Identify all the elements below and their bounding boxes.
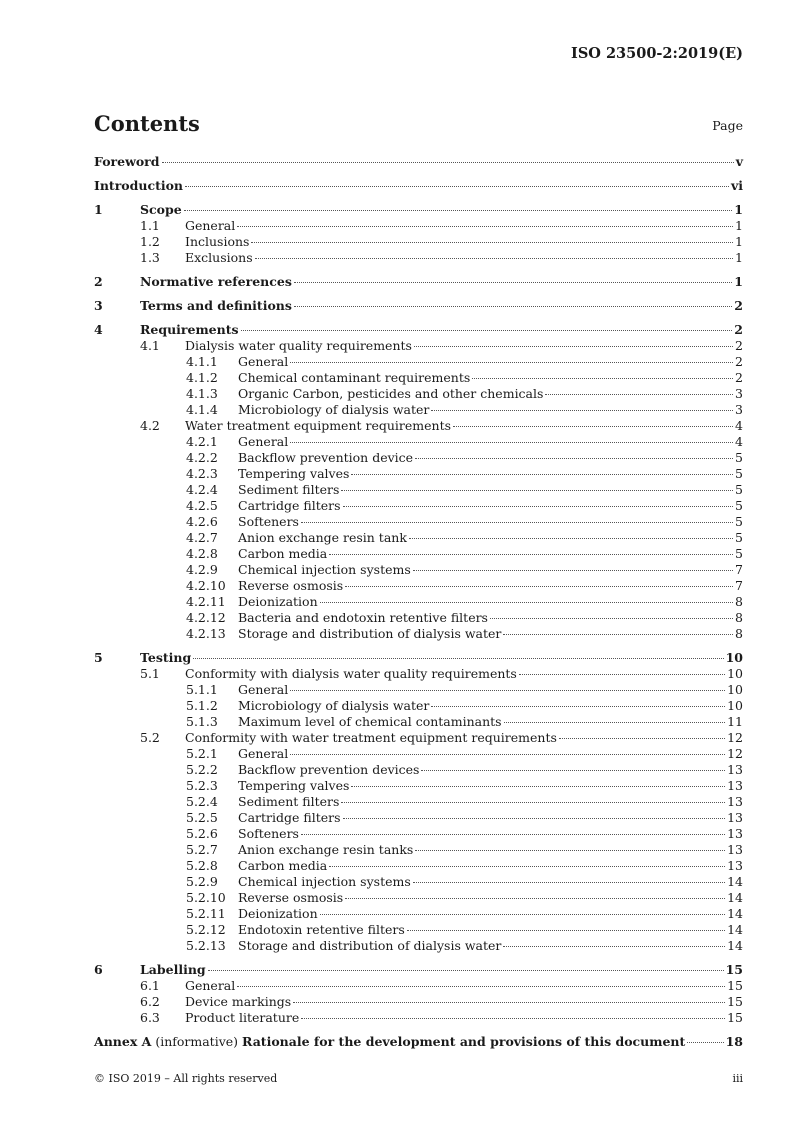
- toc-entry[interactable]: [94, 546, 743, 562]
- toc-entry[interactable]: [94, 698, 743, 714]
- toc-entry[interactable]: [94, 178, 743, 194]
- toc-entry-label: Exclusions: [185, 250, 253, 265]
- dot-leader: [184, 210, 733, 211]
- toc-entry-page: 8: [735, 626, 743, 641]
- toc-entry-number: 3: [94, 298, 103, 313]
- toc-entry-label: Carbon media: [238, 546, 328, 561]
- toc-entry-number: 4.1.3: [186, 386, 218, 401]
- dot-leader: [343, 818, 726, 819]
- toc-entry-number: 4.1.4: [186, 402, 218, 417]
- toc-entry-label: Microbiology of dialysis water: [238, 402, 430, 417]
- dot-leader: [503, 946, 725, 947]
- toc-entry-label: Deionization: [238, 906, 318, 921]
- toc-entry-page: 2: [735, 338, 743, 353]
- toc-entry[interactable]: [94, 154, 743, 170]
- contents-title: Contents: [94, 111, 200, 136]
- dot-leader: [415, 458, 733, 459]
- toc-entry-label: Deionization: [238, 594, 318, 609]
- toc-entry-number: 5.2.8: [186, 858, 218, 873]
- toc-entry[interactable]: [94, 514, 743, 530]
- toc-entry[interactable]: [94, 298, 743, 314]
- toc-entry-label: Anion exchange resin tank: [238, 530, 407, 545]
- toc-entry-number: 4.1.1: [186, 354, 218, 369]
- dot-leader: [290, 690, 725, 691]
- toc-entry-label: Labelling: [140, 962, 206, 977]
- toc-entry-label: Terms and definitions: [140, 298, 292, 313]
- toc-entry-label: Reverse osmosis: [238, 578, 344, 593]
- toc-entry-label: Endotoxin retentive filters: [238, 922, 405, 937]
- toc-entry-label: General: [238, 746, 289, 761]
- dot-leader: [559, 738, 725, 739]
- toc-entry-label: Backflow prevention device: [238, 450, 414, 465]
- toc-entry-page: 5: [735, 514, 743, 529]
- table-of-contents: [94, 154, 743, 1050]
- toc-entry[interactable]: [94, 386, 743, 402]
- toc-entry[interactable]: [94, 666, 743, 682]
- dot-leader: [413, 570, 733, 571]
- toc-entry-number: 5.2.9: [186, 874, 218, 889]
- toc-entry-label: General: [238, 354, 289, 369]
- toc-entry[interactable]: [94, 594, 743, 610]
- toc-entry-label: Conformity with water treatment equipment requirements: [185, 730, 557, 745]
- toc-entry[interactable]: [94, 402, 743, 418]
- toc-entry-number: 5.2.2: [186, 762, 218, 777]
- toc-entry[interactable]: [94, 842, 743, 858]
- toc-entry[interactable]: [94, 434, 743, 450]
- dot-leader: [503, 634, 733, 635]
- toc-entry[interactable]: [94, 778, 743, 794]
- toc-entry-number: 5.2.5: [186, 810, 218, 825]
- toc-entry[interactable]: [94, 650, 743, 666]
- toc-entry-number: 4.2.4: [186, 482, 218, 497]
- page-number: iii: [732, 1072, 743, 1085]
- toc-entry-label: Bacteria and endotoxin retentive filters: [238, 610, 488, 625]
- dot-leader: [431, 706, 725, 707]
- toc-entry-number: 4.2: [140, 418, 160, 433]
- toc-entry-number: 5.2.1: [186, 746, 218, 761]
- dot-leader: [687, 1042, 723, 1043]
- dot-leader: [185, 186, 729, 187]
- toc-entry-label: Sediment filters: [238, 794, 340, 809]
- toc-entry[interactable]: [94, 466, 743, 482]
- toc-entry-number: 5.1.3: [186, 714, 218, 729]
- dot-leader: [329, 866, 725, 867]
- toc-entry-label: Scope: [140, 202, 182, 217]
- toc-entry-number: 4.2.10: [186, 578, 226, 593]
- toc-entry-page: 2: [734, 322, 743, 337]
- dot-leader: [241, 330, 733, 331]
- toc-entry-label: General: [185, 218, 236, 233]
- dot-leader: [343, 506, 734, 507]
- page-column-label: Page: [712, 118, 743, 133]
- toc-entry-page: 1: [735, 250, 743, 265]
- toc-entry-label: [94, 1034, 685, 1050]
- dot-leader: [345, 586, 733, 587]
- toc-entry-number: 4.2.6: [186, 514, 218, 529]
- toc-entry-label: Softeners: [238, 826, 299, 841]
- toc-entry[interactable]: [94, 562, 743, 578]
- toc-entry-page: 14: [727, 890, 743, 905]
- toc-entry-page: 13: [727, 794, 743, 809]
- toc-entry-page: 13: [727, 762, 743, 777]
- toc-entry-label: Device markings: [185, 994, 292, 1009]
- toc-entry-page: 13: [727, 810, 743, 825]
- toc-entry[interactable]: [94, 826, 743, 842]
- dot-leader: [301, 834, 725, 835]
- toc-entry[interactable]: [94, 874, 743, 890]
- toc-entry-number: 1.3: [140, 250, 160, 265]
- annex-prefix: Annex A: [94, 1034, 152, 1049]
- dot-leader: [255, 258, 733, 259]
- dot-leader: [519, 674, 725, 675]
- dot-leader: [504, 722, 725, 723]
- toc-entry-number: 4.2.11: [186, 594, 226, 609]
- toc-entry-number: 4.2.1: [186, 434, 218, 449]
- toc-entry[interactable]: [94, 994, 743, 1010]
- dot-leader: [329, 554, 733, 555]
- toc-entry-label: Sediment filters: [238, 482, 340, 497]
- dot-leader: [290, 754, 725, 755]
- toc-entry-number: 6.3: [140, 1010, 160, 1025]
- toc-entry-page: 12: [727, 746, 743, 761]
- dot-leader: [345, 898, 725, 899]
- toc-entry[interactable]: [94, 450, 743, 466]
- dot-leader: [293, 1002, 725, 1003]
- annex-title: Rationale for the development and provisions of this document: [242, 1034, 686, 1049]
- toc-entry-label: Storage and distribution of dialysis water: [238, 938, 502, 953]
- toc-entry-page: 5: [735, 482, 743, 497]
- toc-entry-label: Maximum level of chemical contaminants: [238, 714, 502, 729]
- dot-leader: [341, 802, 725, 803]
- toc-entry[interactable]: [94, 730, 743, 746]
- toc-entry-label: Cartridge filters: [238, 498, 341, 513]
- toc-entry[interactable]: [94, 810, 743, 826]
- toc-entry-label: Chemical contaminant requirements: [238, 370, 471, 385]
- toc-entry-page: 1: [734, 274, 743, 289]
- toc-entry-label: Microbiology of dialysis water: [238, 698, 430, 713]
- dot-leader: [545, 394, 733, 395]
- dot-leader: [290, 442, 733, 443]
- toc-entry-page: 14: [727, 874, 743, 889]
- toc-entry-page: v: [735, 154, 743, 169]
- toc-entry-label: Tempering valves: [238, 778, 350, 793]
- dot-leader: [301, 1018, 725, 1019]
- dot-leader: [431, 410, 733, 411]
- dot-leader: [162, 162, 734, 163]
- toc-entry-number: 5.2.12: [186, 922, 226, 937]
- toc-entry-page: 15: [725, 962, 743, 977]
- toc-entry-number: 2: [94, 274, 103, 289]
- toc-entry-number: 5.2: [140, 730, 160, 745]
- toc-entry[interactable]: [94, 498, 743, 514]
- dot-leader: [237, 986, 725, 987]
- dot-leader: [409, 538, 733, 539]
- toc-entry-label: Cartridge filters: [238, 810, 341, 825]
- toc-entry-label: General: [238, 682, 289, 697]
- toc-entry-label: Requirements: [140, 322, 239, 337]
- toc-entry-number: 5.1: [140, 666, 160, 681]
- toc-entry-page: 3: [735, 386, 743, 401]
- toc-entry-page: 1: [734, 202, 743, 217]
- toc-entry-label: Dialysis water quality requirements: [185, 338, 412, 353]
- toc-entry-number: 5.2.6: [186, 826, 218, 841]
- toc-entry-number: 6.2: [140, 994, 160, 1009]
- toc-entry-label: Tempering valves: [238, 466, 350, 481]
- toc-entry-number: 4.2.9: [186, 562, 218, 577]
- toc-entry-number: 5.2.13: [186, 938, 226, 953]
- dot-leader: [320, 602, 733, 603]
- toc-entry-page: 5: [735, 450, 743, 465]
- toc-entry[interactable]: [94, 938, 743, 954]
- dot-leader: [413, 882, 725, 883]
- toc-entry-page: 10: [725, 650, 743, 665]
- toc-entry[interactable]: [94, 978, 743, 994]
- toc-entry-number: 4.2.2: [186, 450, 218, 465]
- toc-entry-page: 2: [734, 298, 743, 313]
- toc-entry-page: 2: [735, 370, 743, 385]
- toc-entry-number: 4.2.3: [186, 466, 218, 481]
- toc-entry-page: 14: [727, 906, 743, 921]
- toc-entry[interactable]: [94, 906, 743, 922]
- toc-entry[interactable]: [94, 418, 743, 434]
- dot-leader: [341, 490, 733, 491]
- toc-entry[interactable]: [94, 202, 743, 218]
- toc-entry-number: 4.1: [140, 338, 160, 353]
- toc-entry[interactable]: [94, 762, 743, 778]
- toc-entry-label: Reverse osmosis: [238, 890, 344, 905]
- toc-entry-page: 4: [735, 434, 743, 449]
- toc-entry-number: 4.2.12: [186, 610, 226, 625]
- toc-entry-number: 5.2.3: [186, 778, 218, 793]
- toc-entry[interactable]: [94, 578, 743, 594]
- toc-entry-label: Product literature: [185, 1010, 300, 1025]
- toc-entry-page: 14: [727, 922, 743, 937]
- toc-entry-page: 15: [727, 994, 743, 1009]
- toc-entry[interactable]: [94, 218, 743, 234]
- toc-entry-page: 11: [727, 714, 743, 729]
- toc-entry-label: Chemical injection systems: [238, 562, 411, 577]
- toc-entry-label: Conformity with dialysis water quality requirements: [185, 666, 517, 681]
- toc-entry-page: 13: [727, 826, 743, 841]
- toc-entry-page: 1: [735, 234, 743, 249]
- toc-entry-page: 5: [735, 546, 743, 561]
- dot-leader: [490, 618, 733, 619]
- toc-entry-page: 5: [735, 466, 743, 481]
- toc-entry-label: Anion exchange resin tanks: [238, 842, 414, 857]
- toc-entry[interactable]: [94, 746, 743, 762]
- toc-entry-page: 14: [727, 938, 743, 953]
- dot-leader: [290, 362, 733, 363]
- dot-leader: [407, 930, 725, 931]
- toc-entry-label: Carbon media: [238, 858, 328, 873]
- toc-entry-page: 1: [735, 218, 743, 233]
- toc-entry-page: 10: [727, 666, 743, 681]
- toc-entry[interactable]: [94, 1010, 743, 1026]
- toc-entry-page: 15: [727, 978, 743, 993]
- toc-entry-page: 13: [727, 778, 743, 793]
- toc-entry-number: 5.2.10: [186, 890, 226, 905]
- toc-entry-label: Organic Carbon, pesticides and other chemicals: [238, 386, 544, 401]
- toc-entry-page: 3: [735, 402, 743, 417]
- toc-entry-number: 1.1: [140, 218, 160, 233]
- dot-leader: [415, 850, 725, 851]
- toc-entry[interactable]: [94, 354, 743, 370]
- toc-entry[interactable]: [94, 714, 743, 730]
- toc-entry-number: 5.2.11: [186, 906, 226, 921]
- toc-entry-page: 5: [735, 498, 743, 513]
- toc-entry-label: Backflow prevention devices: [238, 762, 420, 777]
- toc-entry-label: Normative references: [140, 274, 292, 289]
- toc-entry[interactable]: [94, 858, 743, 874]
- dot-leader: [294, 282, 732, 283]
- toc-entry-label: General: [185, 978, 236, 993]
- toc-entry-number: 4.2.13: [186, 626, 226, 641]
- toc-entry-page: 18: [725, 1034, 743, 1049]
- toc-entry-label: Introduction: [94, 178, 184, 193]
- toc-entry[interactable]: [94, 322, 743, 338]
- dot-leader: [453, 426, 733, 427]
- toc-entry-number: 5.2.4: [186, 794, 218, 809]
- toc-entry[interactable]: [94, 962, 743, 978]
- toc-entry-label: Softeners: [238, 514, 299, 529]
- annex-kind: (informative): [151, 1034, 243, 1049]
- toc-entry[interactable]: [94, 794, 743, 810]
- dot-leader: [193, 658, 723, 659]
- dot-leader: [472, 378, 733, 379]
- toc-entry-page: 7: [735, 578, 743, 593]
- toc-entry-page: 10: [727, 698, 743, 713]
- dot-leader: [251, 242, 733, 243]
- copyright-notice: © ISO 2019 – All rights reserved: [94, 1072, 278, 1085]
- toc-entry-number: 5.1.2: [186, 698, 218, 713]
- toc-entry[interactable]: [94, 482, 743, 498]
- toc-entry-label: Foreword: [94, 154, 160, 169]
- toc-entry-number: 5: [94, 650, 103, 665]
- toc-entry-page: 12: [727, 730, 743, 745]
- toc-entry-number: 4.1.2: [186, 370, 218, 385]
- toc-entry[interactable]: [94, 338, 743, 354]
- toc-entry-page: 10: [727, 682, 743, 697]
- toc-entry-number: 6: [94, 962, 103, 977]
- toc-entry-page: 7: [735, 562, 743, 577]
- toc-entry-number: 6.1: [140, 978, 160, 993]
- dot-leader: [320, 914, 725, 915]
- toc-entry-page: 4: [735, 418, 743, 433]
- toc-entry-page: 13: [727, 858, 743, 873]
- toc-entry-label: Chemical injection systems: [238, 874, 411, 889]
- toc-entry-page: vi: [730, 178, 743, 193]
- toc-entry[interactable]: [94, 370, 743, 386]
- dot-leader: [421, 770, 725, 771]
- toc-entry-label: Water treatment equipment requirements: [185, 418, 452, 433]
- toc-entry-number: 4: [94, 322, 103, 337]
- dot-leader: [208, 970, 724, 971]
- toc-entry[interactable]: [94, 922, 743, 938]
- toc-entry-label: Testing: [140, 650, 192, 665]
- dot-leader: [294, 306, 732, 307]
- dot-leader: [351, 474, 733, 475]
- toc-entry[interactable]: [94, 530, 743, 546]
- toc-entry-number: 1.2: [140, 234, 160, 249]
- toc-entry-number: 4.2.8: [186, 546, 218, 561]
- toc-entry[interactable]: [94, 274, 743, 290]
- toc-entry-number: 5.2.7: [186, 842, 218, 857]
- toc-entry-label: General: [238, 434, 289, 449]
- toc-entry-page: 15: [727, 1010, 743, 1025]
- toc-entry-annex-a[interactable]: [94, 1034, 743, 1050]
- toc-entry-label: Storage and distribution of dialysis water: [238, 626, 502, 641]
- dot-leader: [301, 522, 733, 523]
- dot-leader: [414, 346, 733, 347]
- toc-entry-page: 8: [735, 610, 743, 625]
- toc-entry[interactable]: [94, 890, 743, 906]
- toc-entry-label: Inclusions: [185, 234, 250, 249]
- toc-entry-number: 4.2.7: [186, 530, 218, 545]
- toc-entry[interactable]: [94, 682, 743, 698]
- toc-entry-page: 5: [735, 530, 743, 545]
- toc-entry[interactable]: [94, 626, 743, 642]
- toc-entry-number: 4.2.5: [186, 498, 218, 513]
- dot-leader: [237, 226, 733, 227]
- toc-entry[interactable]: [94, 250, 743, 266]
- toc-entry-page: 8: [735, 594, 743, 609]
- document-reference: ISO 23500-2:2019(E): [571, 45, 743, 62]
- toc-entry-number: 1: [94, 202, 103, 217]
- toc-entry[interactable]: [94, 610, 743, 626]
- dot-leader: [351, 786, 725, 787]
- toc-entry-page: 2: [735, 354, 743, 369]
- toc-entry[interactable]: [94, 234, 743, 250]
- toc-entry-page: 13: [727, 842, 743, 857]
- toc-entry-number: 5.1.1: [186, 682, 218, 697]
